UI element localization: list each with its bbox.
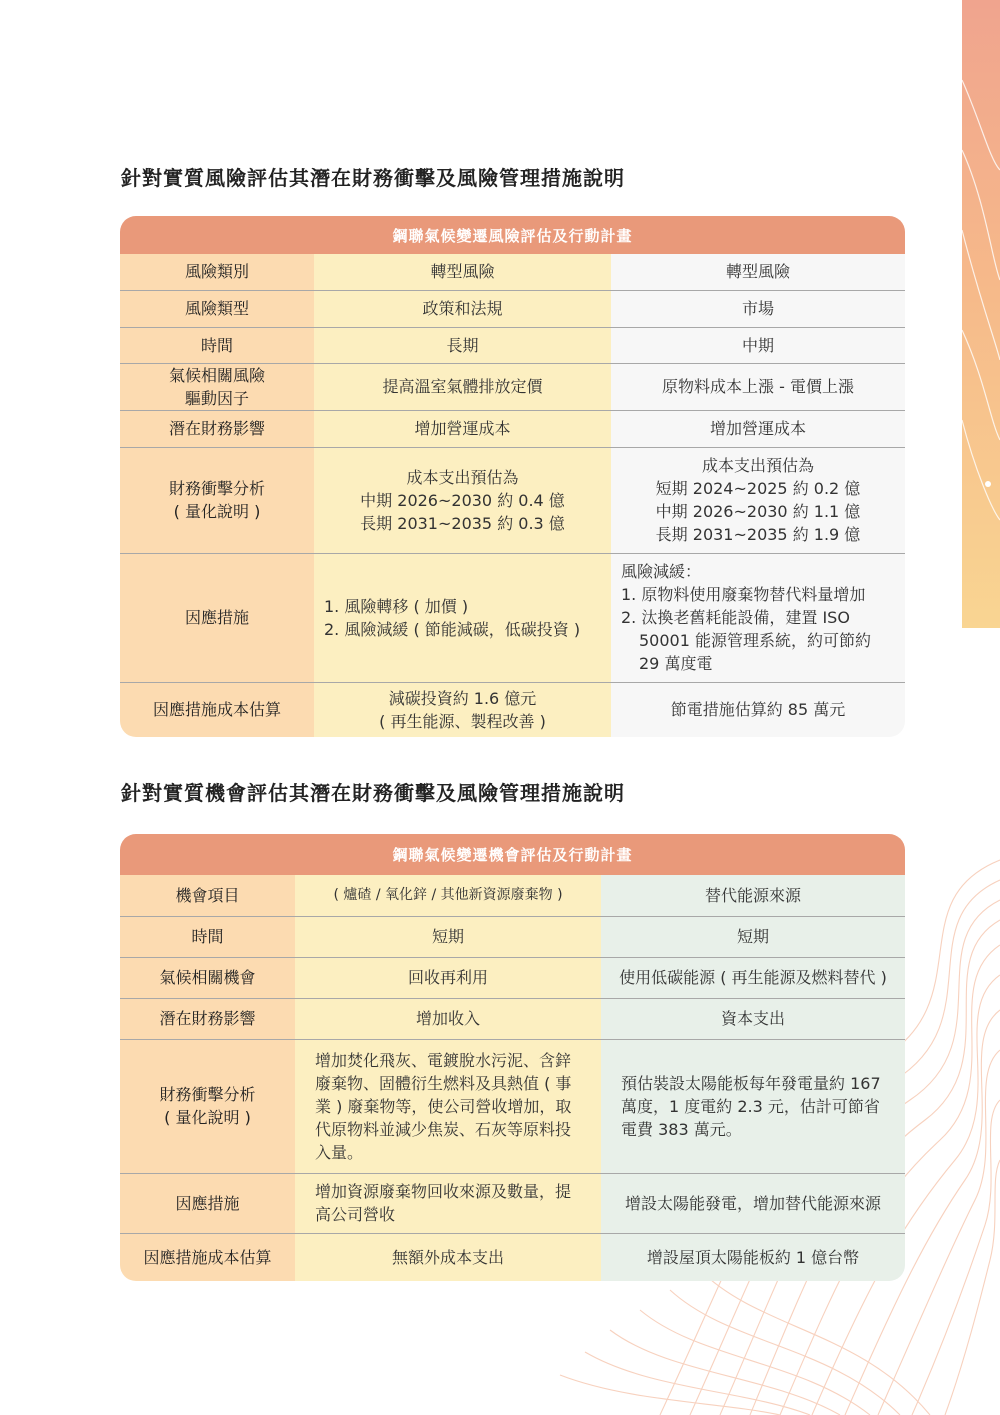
cell-analysis-2 — [611, 447, 905, 553]
row-label-climate-opportunity: 氣候相關機會 — [120, 957, 295, 998]
cell-risk-category-1: 轉型風險 — [314, 254, 611, 290]
list-item: 2. 風險減緩 ( 節能減碳，低碳投資 ) — [324, 619, 581, 639]
row-label-risk-category: 風險類別 — [120, 254, 314, 290]
text-line: 短期 2024~2025 約 0.2 億 — [655, 479, 861, 498]
table-row — [120, 682, 905, 737]
label-line: 財務衝擊分析 — [168, 479, 265, 498]
cell-driver-1: 提高溫室氣體排放定價 — [314, 363, 611, 410]
cell-cost-2: 增設屋頂太陽能板約 1 億台幣 — [601, 1233, 905, 1281]
table-row — [120, 447, 905, 553]
risk-table-title: 鋼聯氣候變遷風險評估及行動計畫 — [120, 216, 905, 254]
opportunity-table-title: 鋼聯氣候變遷機會評估及行動計畫 — [120, 834, 905, 875]
list-item: 1. 原物料使用廢棄物替代料量增加 — [621, 585, 866, 604]
text-line: 中期 2026~2030 約 1.1 億 — [655, 502, 861, 521]
measures-heading: 風險減緩： — [621, 562, 702, 581]
cell-item-1: ( 爐碴 / 氧化鋅 / 其他新資源廢棄物 ) — [295, 875, 601, 916]
table-row — [120, 553, 905, 682]
row-label-risk-type: 風險類型 — [120, 290, 314, 327]
row-label-opportunity-item: 機會項目 — [120, 875, 295, 916]
risk-assessment-table — [120, 216, 905, 737]
cell-impact-1: 增加營運成本 — [314, 410, 611, 447]
table-row — [120, 957, 905, 998]
cell-driver-2: 原物料成本上漲 - 電價上漲 — [611, 363, 905, 410]
cell-measures-1: 增加資源廢棄物回收來源及數量，提高公司營收 — [295, 1173, 601, 1233]
text-line: 長期 2031~2035 約 1.9 億 — [655, 525, 861, 544]
row-label-time: 時間 — [120, 916, 295, 957]
text-line: 減碳投資約 1.6 億元 — [388, 688, 537, 708]
list-item: 1. 風險轉移 ( 加價 ) — [324, 596, 469, 616]
cell-time-2: 中期 — [611, 327, 905, 363]
measures-list — [621, 583, 895, 675]
table-header-row — [120, 216, 905, 254]
row-label-financial-analysis — [120, 447, 314, 553]
cell-measures-1 — [314, 553, 611, 682]
cell-opportunity-1: 回收再利用 — [295, 957, 601, 998]
cell-measures-2: 增設太陽能發電，增加替代能源來源 — [601, 1173, 905, 1233]
table-row — [120, 327, 905, 363]
row-label-risk-driver — [120, 363, 314, 410]
row-label-measure-cost: 因應措施成本估算 — [120, 1233, 295, 1281]
cell-time-1: 短期 — [295, 916, 601, 957]
cell-cost-1 — [314, 682, 611, 737]
cell-measures-2 — [611, 553, 905, 682]
cell-impact-2: 資本支出 — [601, 998, 905, 1039]
list-item: 2. 汰換老舊耗能設備，建置 ISO 50001 能源管理系統，約可節約 29 萬度電 — [621, 608, 871, 673]
cell-risk-type-2: 市場 — [611, 290, 905, 327]
table-row — [120, 410, 905, 447]
label-line: ( 量化說明 ) — [164, 1108, 251, 1127]
cell-risk-category-2: 轉型風險 — [611, 254, 905, 290]
cell-cost-1: 無額外成本支出 — [295, 1233, 601, 1281]
opportunity-assessment-table — [120, 834, 905, 1281]
table-row — [120, 1233, 905, 1281]
row-label-financial-analysis — [120, 1039, 295, 1173]
row-label-financial-impact: 潛在財務影響 — [120, 998, 295, 1039]
row-label-time: 時間 — [120, 327, 314, 363]
label-line: 驅動因子 — [184, 388, 249, 408]
decorative-side-band — [962, 0, 1000, 628]
cell-analysis-1 — [314, 447, 611, 553]
cell-analysis-2: 預估裝設太陽能板每年發電量約 167 萬度，1 度電約 2.3 元，估計可節省電費 383 萬元。 — [601, 1039, 905, 1173]
table-row — [120, 1173, 905, 1233]
cell-time-2: 短期 — [601, 916, 905, 957]
text-line: 長期 2031~2035 約 0.3 億 — [360, 513, 565, 533]
table-row — [120, 363, 905, 410]
text-line: 成本支出預估為 — [701, 456, 814, 475]
label-line: ( 量化說明 ) — [173, 502, 261, 521]
cell-impact-1: 增加收入 — [295, 998, 601, 1039]
row-label-financial-impact: 潛在財務影響 — [120, 410, 314, 447]
label-line: 財務衝擊分析 — [159, 1085, 256, 1104]
table-row — [120, 998, 905, 1039]
cell-item-2: 替代能源來源 — [601, 875, 905, 916]
table-row — [120, 1039, 905, 1173]
cell-analysis-1: 增加焚化飛灰、電鍍脫水污泥、含鋅廢棄物、固體衍生燃料及具熱值 ( 事業 ) 廢棄物等，使公司營收增加，取代原物料並減少焦炭、石灰等原料投入量。 — [295, 1039, 601, 1173]
table-row — [120, 916, 905, 957]
table-header-row — [120, 834, 905, 875]
cell-impact-2: 增加營運成本 — [611, 410, 905, 447]
measures-list — [324, 595, 601, 641]
label-line: 氣候相關風險 — [168, 365, 265, 385]
row-label-measures: 因應措施 — [120, 1173, 295, 1233]
table-row — [120, 875, 905, 916]
text-line: 成本支出預估為 — [406, 467, 519, 487]
cell-cost-2: 節電措施估算約 85 萬元 — [611, 682, 905, 737]
cell-opportunity-2: 使用低碳能源 ( 再生能源及燃料替代 ) — [601, 957, 905, 998]
text-line: ( 再生能源、製程改善 ) — [379, 711, 546, 731]
table-row — [120, 290, 905, 327]
table-row — [120, 254, 905, 290]
text-line: 中期 2026~2030 約 0.4 億 — [360, 490, 565, 510]
cell-time-1: 長期 — [314, 327, 611, 363]
row-label-measures: 因應措施 — [120, 553, 314, 682]
row-label-measure-cost: 因應措施成本估算 — [120, 682, 314, 737]
risk-section-title: 針對實質風險評估其潛在財務衝擊及風險管理措施說明 — [121, 166, 625, 190]
opportunity-section-title: 針對實質機會評估其潛在財務衝擊及風險管理措施說明 — [121, 781, 625, 805]
cell-risk-type-1: 政策和法規 — [314, 290, 611, 327]
